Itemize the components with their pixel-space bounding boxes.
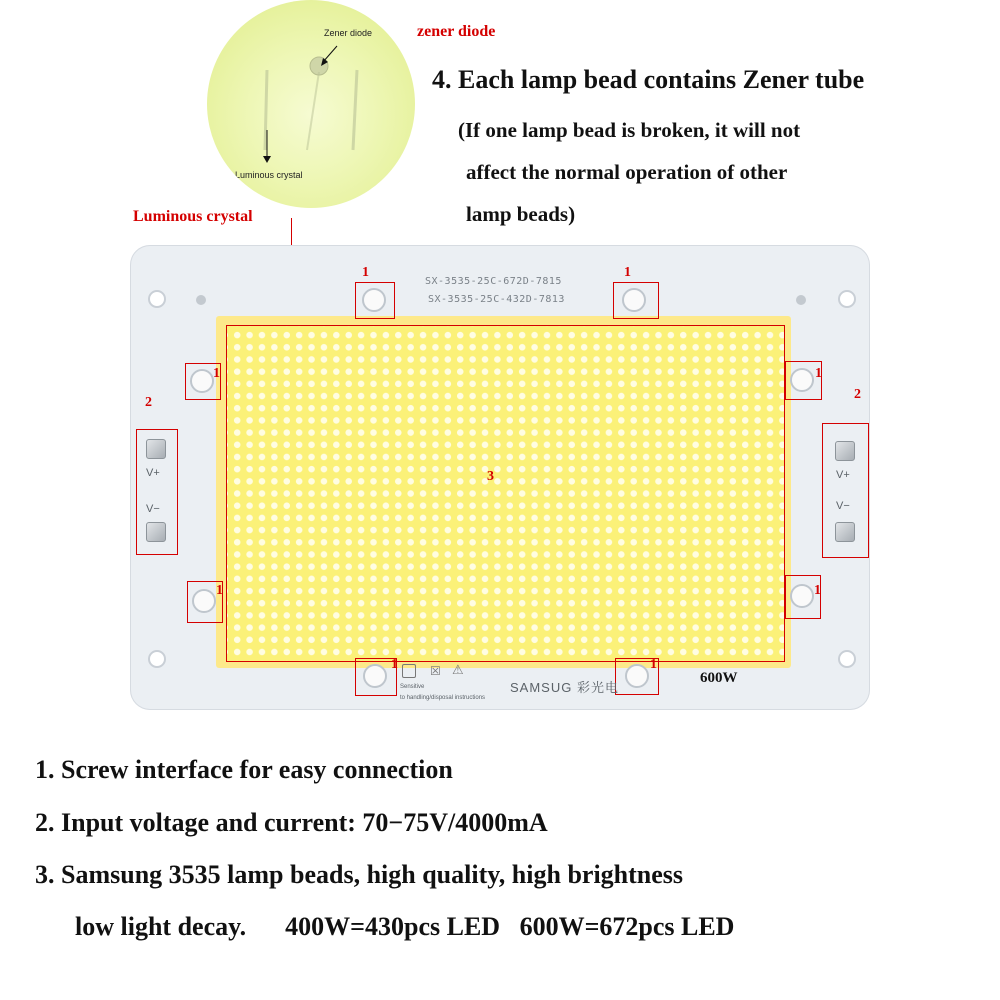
- marker-1: 1: [362, 265, 369, 280]
- mount-hole: [363, 664, 387, 688]
- marker-3: 3: [487, 469, 494, 484]
- inset-crystal-label: Luminous crystal: [235, 170, 303, 180]
- v-minus-label: V−: [836, 500, 850, 512]
- silkscreen-code-1: SX-3535-25C-672D-7815: [425, 276, 562, 287]
- v-plus-label: V+: [146, 467, 160, 479]
- screw-terminal-icon: [835, 522, 855, 542]
- feature-2: 2. Input voltage and current: 70−75V/4000mA: [35, 808, 548, 837]
- mount-hole: [790, 368, 814, 392]
- esd-icon: [402, 664, 416, 678]
- marker-1: 1: [815, 366, 822, 381]
- small-hole: [796, 295, 806, 305]
- marker-1: 1: [216, 583, 223, 598]
- corner-hole: [838, 650, 856, 668]
- warning-text-2: to handling/disposal instructions: [400, 695, 486, 701]
- screw-terminal-icon: [146, 522, 166, 542]
- feature-3-line1: 3. Samsung 3535 lamp beads, high quality, high brightness: [35, 860, 684, 889]
- feature4-line1: (If one lamp bead is broken, it will not: [458, 118, 801, 142]
- silkscreen-code-2: SX-3535-25C-432D-7813: [428, 294, 565, 305]
- warning-text-1: Sensitive: [400, 684, 425, 690]
- marker-1: 1: [213, 366, 220, 381]
- mount-hole: [192, 589, 216, 613]
- led-bead-array: [226, 325, 785, 662]
- inset-zener-label: Zener diode: [324, 28, 373, 38]
- feature4-title: 4. Each lamp bead contains Zener tube: [432, 65, 865, 94]
- corner-hole: [148, 650, 166, 668]
- mount-hole: [622, 288, 646, 312]
- mount-hole: [362, 288, 386, 312]
- corner-hole: [148, 290, 166, 308]
- mount-hole: [790, 584, 814, 608]
- screw-terminal-icon: [146, 439, 166, 459]
- marker-1: 1: [391, 657, 398, 672]
- v-plus-label: V+: [836, 469, 850, 481]
- zener-callout: zener diode: [417, 23, 496, 40]
- feature-3-line2: low light decay. 400W=430pcs LED 600W=672pcs LED: [75, 912, 735, 941]
- warning-icon: ⚠: [452, 662, 464, 677]
- mount-hole: [625, 664, 649, 688]
- marker-2: 2: [145, 395, 152, 410]
- recycle-bin-icon: ☒: [430, 664, 441, 678]
- feature-1: 1. Screw interface for easy connection: [35, 755, 453, 784]
- marker-1: 1: [814, 583, 821, 598]
- wattage-label: 600W: [700, 670, 738, 686]
- marker-2: 2: [854, 387, 861, 402]
- brand-mark: [510, 677, 619, 696]
- feature4-line2: affect the normal operation of other: [466, 160, 788, 184]
- brand-suffix: 彩光电: [576, 680, 619, 695]
- marker-1: 1: [624, 265, 631, 280]
- marker-1: 1: [650, 657, 657, 672]
- crystal-callout: Luminous crystal: [133, 208, 253, 225]
- screw-terminal-icon: [835, 441, 855, 461]
- small-hole: [196, 295, 206, 305]
- v-minus-label: V−: [146, 503, 160, 515]
- corner-hole: [838, 290, 856, 308]
- zoom-inset: [207, 0, 415, 208]
- mount-hole: [190, 369, 214, 393]
- feature4-line3: lamp beads): [466, 202, 576, 226]
- brand-name: SAMSUG: [510, 680, 573, 695]
